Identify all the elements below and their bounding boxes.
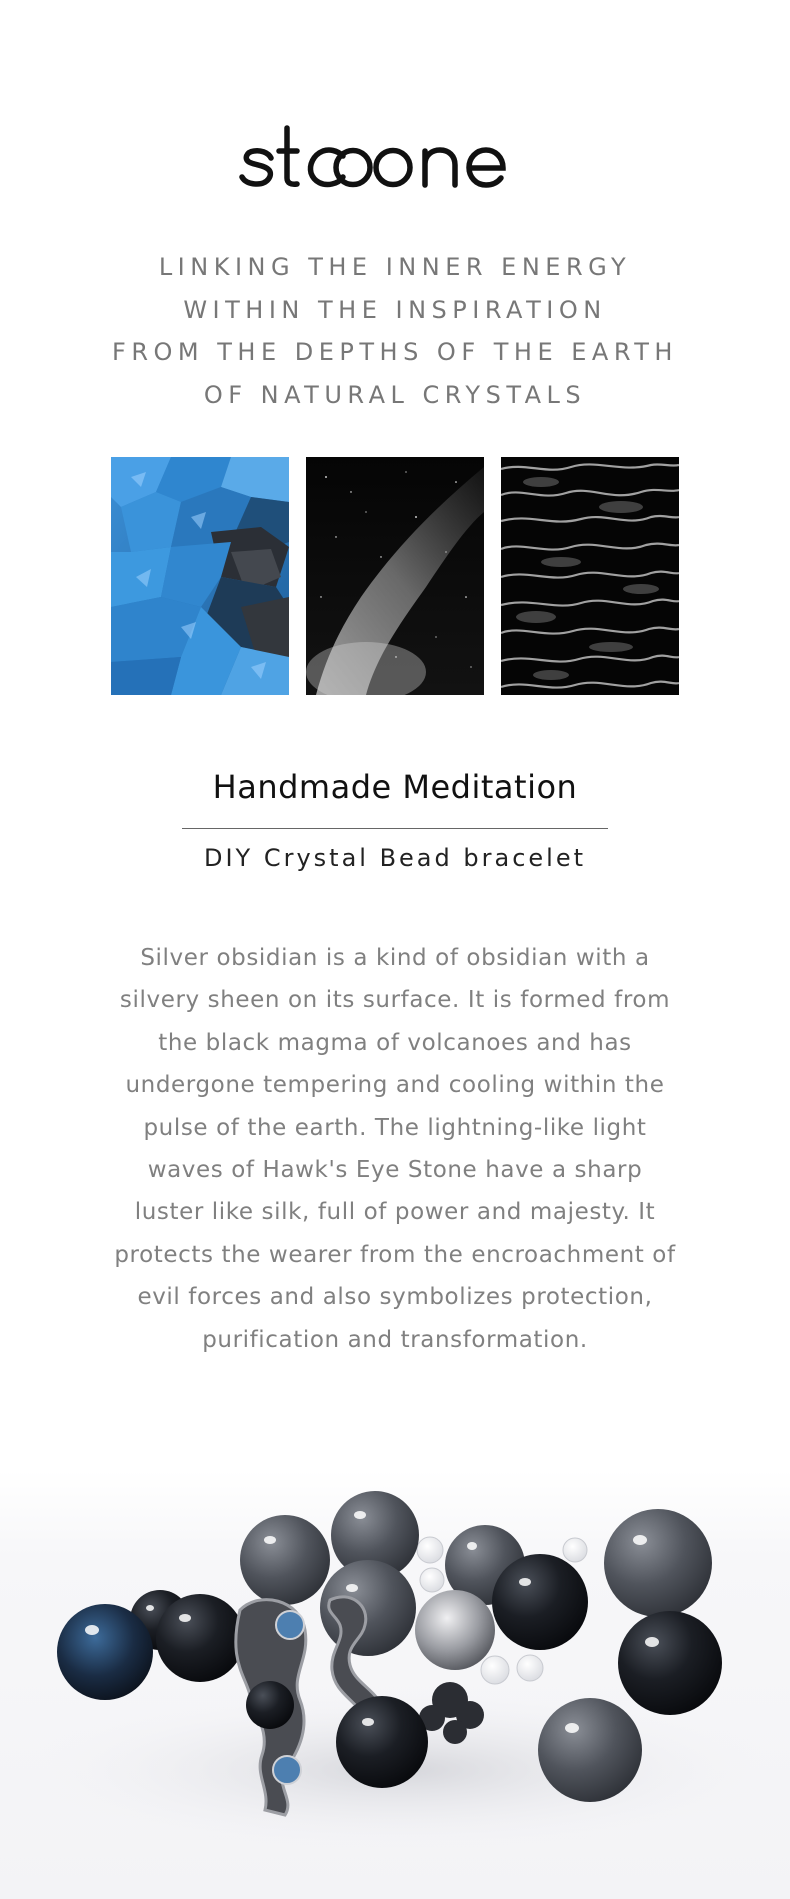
tagline-line: LINKING THE INNER ENERGY bbox=[158, 253, 632, 281]
stoone-logo-icon bbox=[235, 108, 555, 198]
description-line: silvery sheen on its surface. It is formed from bbox=[119, 987, 671, 1014]
description-line: pulse of the earth. The lightning-like light bbox=[143, 1114, 647, 1141]
beads-image bbox=[0, 1470, 790, 1899]
brand-logo bbox=[0, 108, 790, 218]
obsidian-texture-photo bbox=[501, 457, 679, 695]
description-line: Silver obsidian is a kind of obsidian with a bbox=[140, 945, 650, 971]
blue-crystals-image bbox=[111, 457, 289, 695]
description-line: protects the wearer from the encroachment of bbox=[114, 1241, 676, 1268]
description-line: luster like silk, full of power and majesty. It bbox=[134, 1199, 656, 1226]
product-title: Handmade Meditation bbox=[212, 768, 578, 806]
starry-sky-photo bbox=[306, 457, 484, 695]
description-line: waves of Hawk's Eye Stone have a sharp bbox=[147, 1157, 643, 1184]
photo-strip bbox=[111, 457, 679, 695]
obsidian-texture-image bbox=[501, 457, 679, 695]
product-description bbox=[0, 937, 790, 1361]
tagline-line: FROM THE DEPTHS OF THE EARTH bbox=[112, 338, 678, 366]
starry-sky-image bbox=[306, 457, 484, 695]
product-subtitle: DIY Crystal Bead bracelet bbox=[203, 844, 586, 872]
title-divider bbox=[182, 828, 608, 829]
tagline bbox=[0, 246, 790, 416]
description-line: the black magma of volcanoes and has bbox=[158, 1029, 632, 1056]
beads-product-photo bbox=[0, 1470, 790, 1899]
description-line: evil forces and also symbolizes protection, bbox=[137, 1284, 653, 1311]
tagline-line: OF NATURAL CRYSTALS bbox=[203, 380, 587, 409]
description-line: purification and transformation. bbox=[202, 1326, 588, 1353]
description-line: undergone tempering and cooling within the bbox=[125, 1072, 665, 1099]
tagline-line: WITHIN THE INSPIRATION bbox=[183, 295, 607, 324]
blue-crystals-photo bbox=[111, 457, 289, 695]
